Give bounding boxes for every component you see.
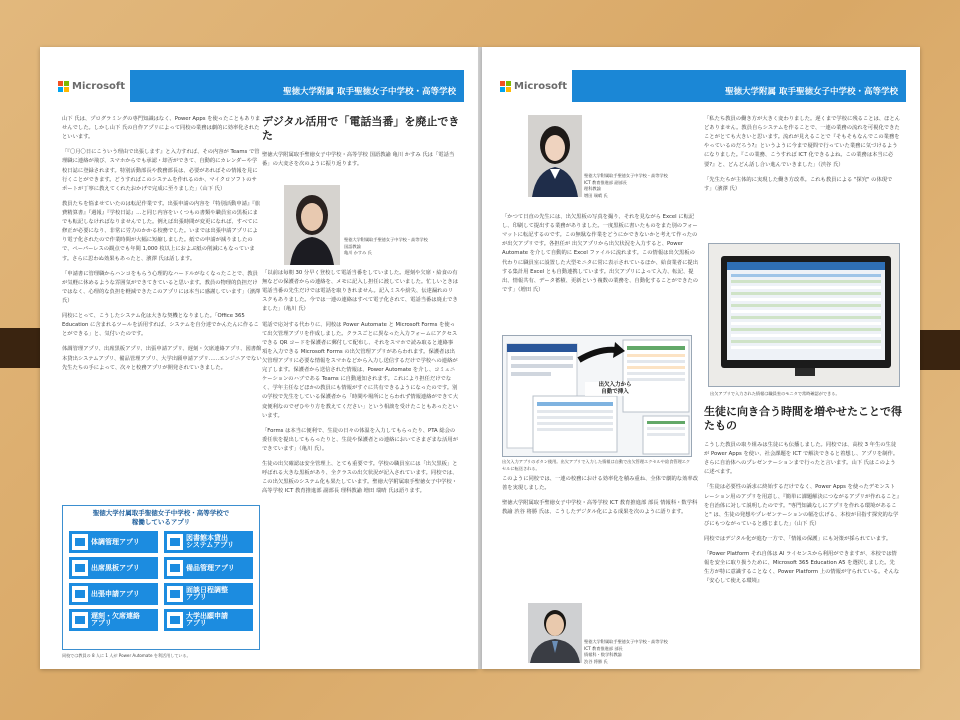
paragraph: 教員たちを悩ませていたのは転記作業です。出張申請の内容を『特別活動申請』『旅費精算書』『週報』『学校日誌』…と同じ内容をいくつもの書類や職員室の黒板にまでも転記しなければなりませんでした。例えば出張時間が変更になれば、すべてに修正が必要になり、非常に労力のかかる校務でした。いまでは出張申請アプリにより電子化されたので作業時間が大幅に短縮しました。紙での申請が減りましたので、ペーパーレスの観点でも年間 1,000 枚以上におよぶ紙の削減にもなっています。さらに思わぬ効果もあったと、濱澤 氏は話します。 bbox=[62, 200, 261, 262]
paragraph: 山下 氏は、プログラミングの専門知識はなく、Power Apps を使ったこともありませんでした。しかし山下 氏の自作アプリによって同校の業務は劇的に効率化されたといいます。 bbox=[62, 116, 261, 141]
portrait-kamekawa-caption: 聖徳大学附属取手聖徳女子中学校・高等学校 国語教諭 亀川 かすみ 氏 bbox=[344, 237, 428, 255]
app-button-label: 出張申請アプリ bbox=[91, 589, 140, 598]
left-page bbox=[40, 47, 478, 669]
figure-arrow-label-line-2: 自動で挿入 bbox=[601, 389, 629, 396]
app-button bbox=[69, 583, 158, 605]
app-button bbox=[164, 531, 253, 553]
app-button bbox=[69, 531, 158, 553]
monitor-photo bbox=[708, 243, 900, 387]
paragraph: 「生徒は必要性の訴求に終始するだけでなく、Power Apps を使ったデモンストレーション用のアプリを用意し、『簡単に課題解決につながるアプリが作れること』を自治体に対して説明したのです。"専門知識なしにアプリを作れる環境があること" は、生徒の発想やプレゼンテーションの幅を広げる、本校が目指す探究的な学びにもつながっていると感じました」（山下 氏） bbox=[704, 484, 900, 527]
portrait-kamekawa-figure bbox=[284, 185, 340, 265]
left-heading: デジタル活用で「電話当番」を廃止できた bbox=[262, 115, 460, 143]
left-header-title: 聖徳大学附属 取手聖徳女子中学校・高等学校 bbox=[283, 87, 456, 97]
app-icon bbox=[167, 560, 183, 576]
app-button-label: 図書館本貸出 システムアプリ bbox=[186, 533, 235, 550]
portrait-masuda bbox=[528, 115, 582, 197]
paragraph: 同校にとって、こうしたシステム化は大きな契機となりました。「Office 365 Education に含まれるツールを活用すれば、システムを自分達でかんたんに作ることができる」と、気付いたのです。 bbox=[62, 313, 259, 338]
app-button-label: 大学出願申請 アプリ bbox=[186, 611, 228, 628]
microsoft-wordmark: Microsoft bbox=[72, 80, 126, 92]
app-button-label: 遅刻・欠席連絡 アプリ bbox=[91, 611, 140, 628]
app-button bbox=[69, 609, 158, 631]
left-page-header bbox=[54, 70, 464, 102]
paragraph: 「私たち教員の働き方が大きく変わりました。遅くまで学校に残ることは、ほとんどありません。教員自らシステムを作ることで、一連の業務の流れを可視化できたことがとても大きいと思います。流れが見えることで『そもそもなんでこの業務をやっているのだろう?』というように今まで疑問で行っていた業務に気づけるようになりました。『この業務、こうすれば ICT 化できるよね。この業務は本当に必要?』と、どんどん話し合い進んでいきました」（渋谷 氏） bbox=[704, 116, 900, 168]
portrait-masuda-figure bbox=[528, 115, 582, 197]
left-column-1 bbox=[62, 115, 262, 379]
right-column-1-bottom bbox=[502, 475, 698, 523]
windows-logo-icon bbox=[58, 81, 69, 92]
app-icon bbox=[72, 534, 88, 550]
right-page-header bbox=[496, 70, 906, 102]
portrait-masuda-caption: 聖徳大学附属取手聖徳女子中学校・高等学校 ICT 教育推進部 副部長 理科教諭 増田 瑞晴 氏 bbox=[584, 173, 668, 198]
left-column-2 bbox=[262, 269, 458, 503]
right-column-2-bottom bbox=[704, 441, 900, 593]
app-screenshot-caption: 出欠入力アプリのボタン使用。出欠アプリで入力した情報は自動で出欠管理エクセルや給食管理エクセルに転送される。 bbox=[502, 459, 691, 471]
right-column-1-top bbox=[502, 213, 698, 301]
microsoft-wordmark: Microsoft bbox=[514, 80, 568, 92]
paragraph: 生徒の出欠確認は安全管理上、とても重要です。学校の職員室には「出欠黒板」と呼ばれる大きな黒板があり、全クラスの出欠状況が記入されています。同校では、この出欠黒板のシステム化も果たしています。聖徳大学附属取手聖徳女子中学校・高等学校 ICT 教育推進部 副部長 理科教諭 増田 瑞晴 氏は語ります。 bbox=[262, 461, 458, 495]
microsoft-logo bbox=[54, 70, 130, 102]
apps-box-title-line-1: 聖徳大学付属取手聖徳女子中学校・高等学校で bbox=[92, 509, 230, 517]
paragraph: 「『〇月〇日にこういう理由で出張します』と入力すれば、その内容が Teams で管理職に連絡が飛び、スマホからでも承認・却否ができて、自動的にカレンダーや学校日誌に登録されます。特別活動部長や教務部長は、必要があればその情報を見に行くことができます。どうすればこのシステムを作れるのか、マイクロソフトのサポートが丁寧に教えてくれたおかげで完成に至りました」（山下 氏） bbox=[62, 149, 260, 192]
figure-arrow-label bbox=[585, 382, 645, 396]
paragraph: こうした教員の取り組みは生徒にも伝播しました。同校では、高校 3 年生の生徒が Power Apps を使い、社会課題を ICT で解決できると着想し、アプリを制作。さらに自治体へのプレゼンテーションまで行ったと言います。山下 氏はこのように述べます。 bbox=[704, 442, 899, 476]
apps-box-title bbox=[63, 509, 259, 527]
right-page bbox=[482, 47, 920, 669]
paragraph: 「先生たちが主体的に実現した働き方改革。これも教員による "探究" の体現です」（濱澤 氏） bbox=[704, 176, 893, 192]
paragraph: このように同校では、一連の校務における効率化を積み重ね、全体で劇的な効率改善を実現しました。 bbox=[502, 476, 698, 492]
app-button-label: 出席黒板アプリ bbox=[91, 563, 140, 572]
apps-footnote: 同校では教員の 8 人に 1 人が Power Automate を利活用している。 bbox=[62, 653, 191, 658]
right-column-2-top bbox=[704, 115, 900, 200]
right-header-title: 聖徳大学附属 取手聖徳女子中学校・高等学校 bbox=[725, 87, 898, 97]
paragraph: 「Forms は本当に便利で、生徒の日々の体温を入力してもらったり、PTA 総会の委任状を提出してもらったりと、生徒や保護者との連絡においてさまざまな活用ができています」（亀川 氏）。 bbox=[262, 427, 458, 452]
apps-grid bbox=[63, 527, 259, 635]
apps-box bbox=[62, 505, 260, 650]
app-icon bbox=[72, 560, 88, 576]
app-icon bbox=[167, 612, 183, 628]
app-screenshot-figure bbox=[502, 335, 692, 457]
paragraph: 「Power Platform それ自体は AI ライセンスから利用ができますが、本校では情報を安全に取り扱うために、Microsoft 365 Education A5 を選択しました。先生方が特に意識することなく、Power Platform 上の情報が守られている。そんな『安心して使える環境』 bbox=[704, 551, 900, 585]
microsoft-logo bbox=[496, 70, 572, 102]
figure-arrow-label-line-1: 出欠入力から bbox=[598, 382, 632, 388]
paragraph: 同校ではデジタル化が進む一方で、「情報の保護」にも対策が採られています。 bbox=[704, 535, 892, 542]
right-heading: 生徒に向き合う時間を増やせたことで得たもの bbox=[704, 405, 902, 433]
app-icon bbox=[167, 586, 183, 602]
paragraph: 聖徳大学附属取手聖徳女子中学校・高等学校 ICT 教育推進部 部長 情報科・数学科教諭 渋谷 将勝 氏は、こうしたデジタル化による成果を次のように語ります。 bbox=[502, 500, 698, 516]
app-icon bbox=[72, 586, 88, 602]
app-icon bbox=[72, 612, 88, 628]
paragraph: 体調管理アプリ、出席黒板アプリ、出張申請アプリ、遅刻・欠席連絡アプリ、図書館本貸出システムアプリ、備品管理アプリ、大学出願申請アプリ……エンジニアでない先生たちの手によって、次々と校務アプリが開発されていきました。 bbox=[62, 346, 262, 371]
portrait-shibuya-caption: 聖徳大学附属取手聖徳女子中学校・高等学校 ICT 教育推進部 部長 情報科・数学科教諭 渋谷 将勝 氏 bbox=[584, 639, 668, 664]
paragraph: 「申請書に管理職からハンコをもらう心理的なハードルがなくなったことで、教員が気軽に休めるような雰囲気ができてきていると思います。教員の物理的負担だけではなく、心理的な負担を軽減できたこのアプリには本当に感謝しています」（濱澤 氏） bbox=[62, 270, 261, 304]
app-button-label: 体調管理アプリ bbox=[91, 537, 140, 546]
left-intro bbox=[262, 151, 458, 175]
portrait-shibuya bbox=[528, 603, 582, 663]
paragraph: 「かつて日直の先生には、出欠黒板の写真を撮り、それを見ながら Excel に転記し、印刷して提出する業務がありました。一度黒板に書いたものをまた別のフォーマットに転記するのです。この無駄な作業をどうにかできないかと考えて作ったのが出欠アプリです。各担任が 出欠アプリから出欠状況を入力すると、Power Automate を介して自動的に Excel ファイルに流れます。この情報は出欠黒板の代わりに職員室に設置した大型モニタに常に表示されているほか、給食業者に提出する集計用 Excel とも自動連携しています。出欠アプリによって入力、転記、提出、情報共有、データ蓄積、更新という複数の業務を、自動化することができたのです」（増田 氏） bbox=[502, 214, 698, 293]
monitor-photo-art bbox=[709, 244, 900, 387]
app-button bbox=[164, 583, 253, 605]
paragraph: 電話で応対する代わりに、同校は Power Automate と Microsoft Forms を使って出欠管理アプリを作成しました。クラスごとに異なった入力フォームにアクセスできる QR コードを保護者に郵付して配布し、それをスマホで読み取ると連絡事項を入力できる Microsoft Forms の出欠管理アプリがあらわれます。保護者は出欠管理アプリに必要な情報をスマホなどから入力し送信するだけで学校への連絡が完了します。保護者から送信された情報は、Power Automate を介し、コミュニケーションのハブである Teams に自動通知されます。これにより担任だけでなく、学年主任などほかの教員にも情報がすぐに共有できるようになったのです。別の学校で先生をしている保護者から「時間や場所にとらわれず情報連絡ができて大変便利なのでぜひやり方を教えてください」という相談を受けたこともあったといいます。 bbox=[262, 321, 458, 419]
portrait-shibuya-figure bbox=[528, 603, 582, 663]
paragraph: 「以前は毎朝 30 分早く登校して電話当番をしていました。遅刻や欠席・給食の有無などの保護者からの連絡を、メモに記入し担任に渡していました。忙しいときは電話当番の先生だけでは電話を取りきれません。記入ミスや紛失、伝達漏れのリスクもありました。今では一連の連絡はすべて電子化されて、電話当番は廃止できました」（亀川 氏） bbox=[262, 270, 458, 313]
app-button bbox=[69, 557, 158, 579]
app-button bbox=[164, 609, 253, 631]
app-button bbox=[164, 557, 253, 579]
monitor-photo-caption: 出欠アプリで入力された情報は職員室のモニタで常時確認ができる。 bbox=[710, 391, 840, 396]
portrait-kamekawa bbox=[284, 185, 340, 265]
app-screenshot-art bbox=[503, 336, 692, 457]
apps-box-title-line-2: 稼働しているアプリ bbox=[131, 518, 191, 527]
windows-logo-icon bbox=[500, 81, 511, 92]
binder-bar-left bbox=[0, 328, 42, 368]
app-icon bbox=[167, 534, 183, 550]
paragraph: 聖徳大学附属取手聖徳女子中学校・高等学校 国語教諭 亀川 かすみ 氏は「電話当番」の大変さを次のように振り返ります。 bbox=[262, 152, 455, 168]
app-button-label: 面談日程調整 アプリ bbox=[186, 585, 228, 602]
app-button-label: 備品管理アプリ bbox=[186, 563, 235, 572]
